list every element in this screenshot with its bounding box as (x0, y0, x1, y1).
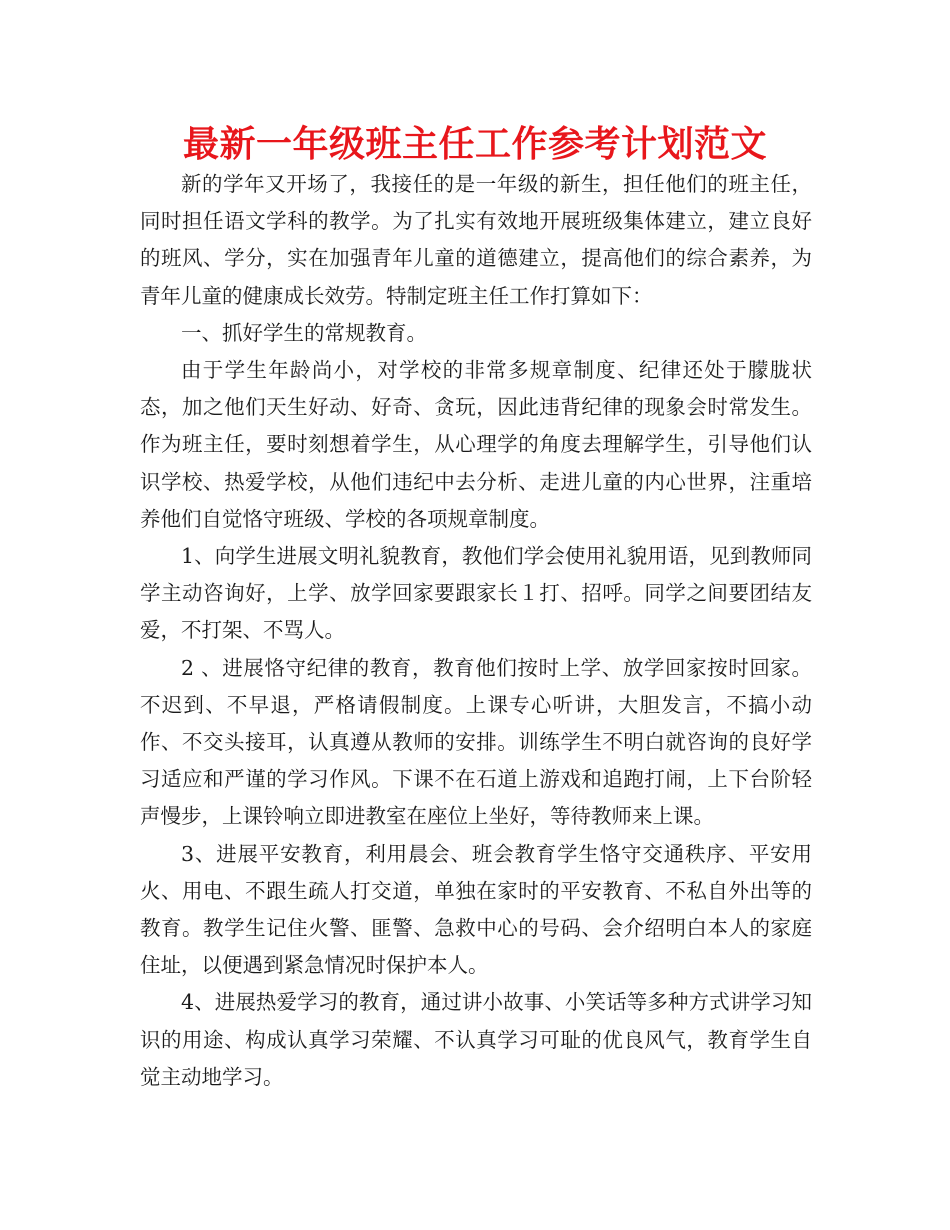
paragraph-item-3: 3、进展平安教育，利用晨会、班会教育学生恪守交通秩序、平安用火、用电、不跟生疏人打交道，单独在家时的平安教育、不私自外出等的教育。教学生记住火警、匪警、急救中心的号码、会介绍明白本人的家庭住址，以便遇到紧急情况时保护本人。 (140, 841, 812, 978)
paragraph-routine-education: 由于学生年龄尚小，对学校的非常多规章制度、纪律还处于朦胧状态，加之他们天生好动、好奇、贪玩，因此违背纪律的现象会时常发生。作为班主任，要时刻想着学生，从心理学的角度去理解学生，引导他们认识学校、热爱学校，从他们违纪中去分析、走进儿童的内心世界，注重培养他们自觉恪守班级、学校的各项规章制度。 (140, 358, 812, 531)
document-body (140, 166, 812, 1096)
paragraph-item-1: 1、向学生进展文明礼貌教育，教他们学会使用礼貌用语，见到教师同学主动咨询好，上学、放学回家要跟家长１打、招呼。同学之间要团结友爱，不打架、不骂人。 (140, 544, 812, 643)
paragraph-item-4: 4、进展热爱学习的教育，通过讲小故事、小笑话等多种方式讲学习知识的用途、构成认真学习荣耀、不认真学习可耻的优良风气，教育学生自觉主动地学习。 (140, 990, 812, 1089)
paragraph-intro: 新的学年又开场了，我接任的是一年级的新生，担任他们的班主任，同时担任语文学科的教学。为了扎实有效地开展班级集体建立，建立良好的班风、学分，实在加强青年儿童的道德建立，提高他们的综合素养，为青年儿童的健康成长效劳。特制定班主任工作打算如下： (140, 172, 812, 308)
section-heading-1: 一、抓好学生的常规教育。 (181, 320, 427, 345)
paragraph-item-2: 2 、进展恪守纪律的教育，教育他们按时上学、放学回家按时回家。不迟到、不早退，严格请假制度。上课专心听讲，大胆发言，不搞小动作、不交头接耳，认真遵从教师的安排。训练学生不明白就咨询的良好学习适应和严谨的学习作风。下课不在石道上游戏和追跑打闹，上下台阶轻声慢步，上课铃响立即进教室在座位上坐好，等待教师来上课。 (140, 655, 812, 829)
document-title: 最新一年级班主任工作参考计划范文 (182, 124, 767, 165)
